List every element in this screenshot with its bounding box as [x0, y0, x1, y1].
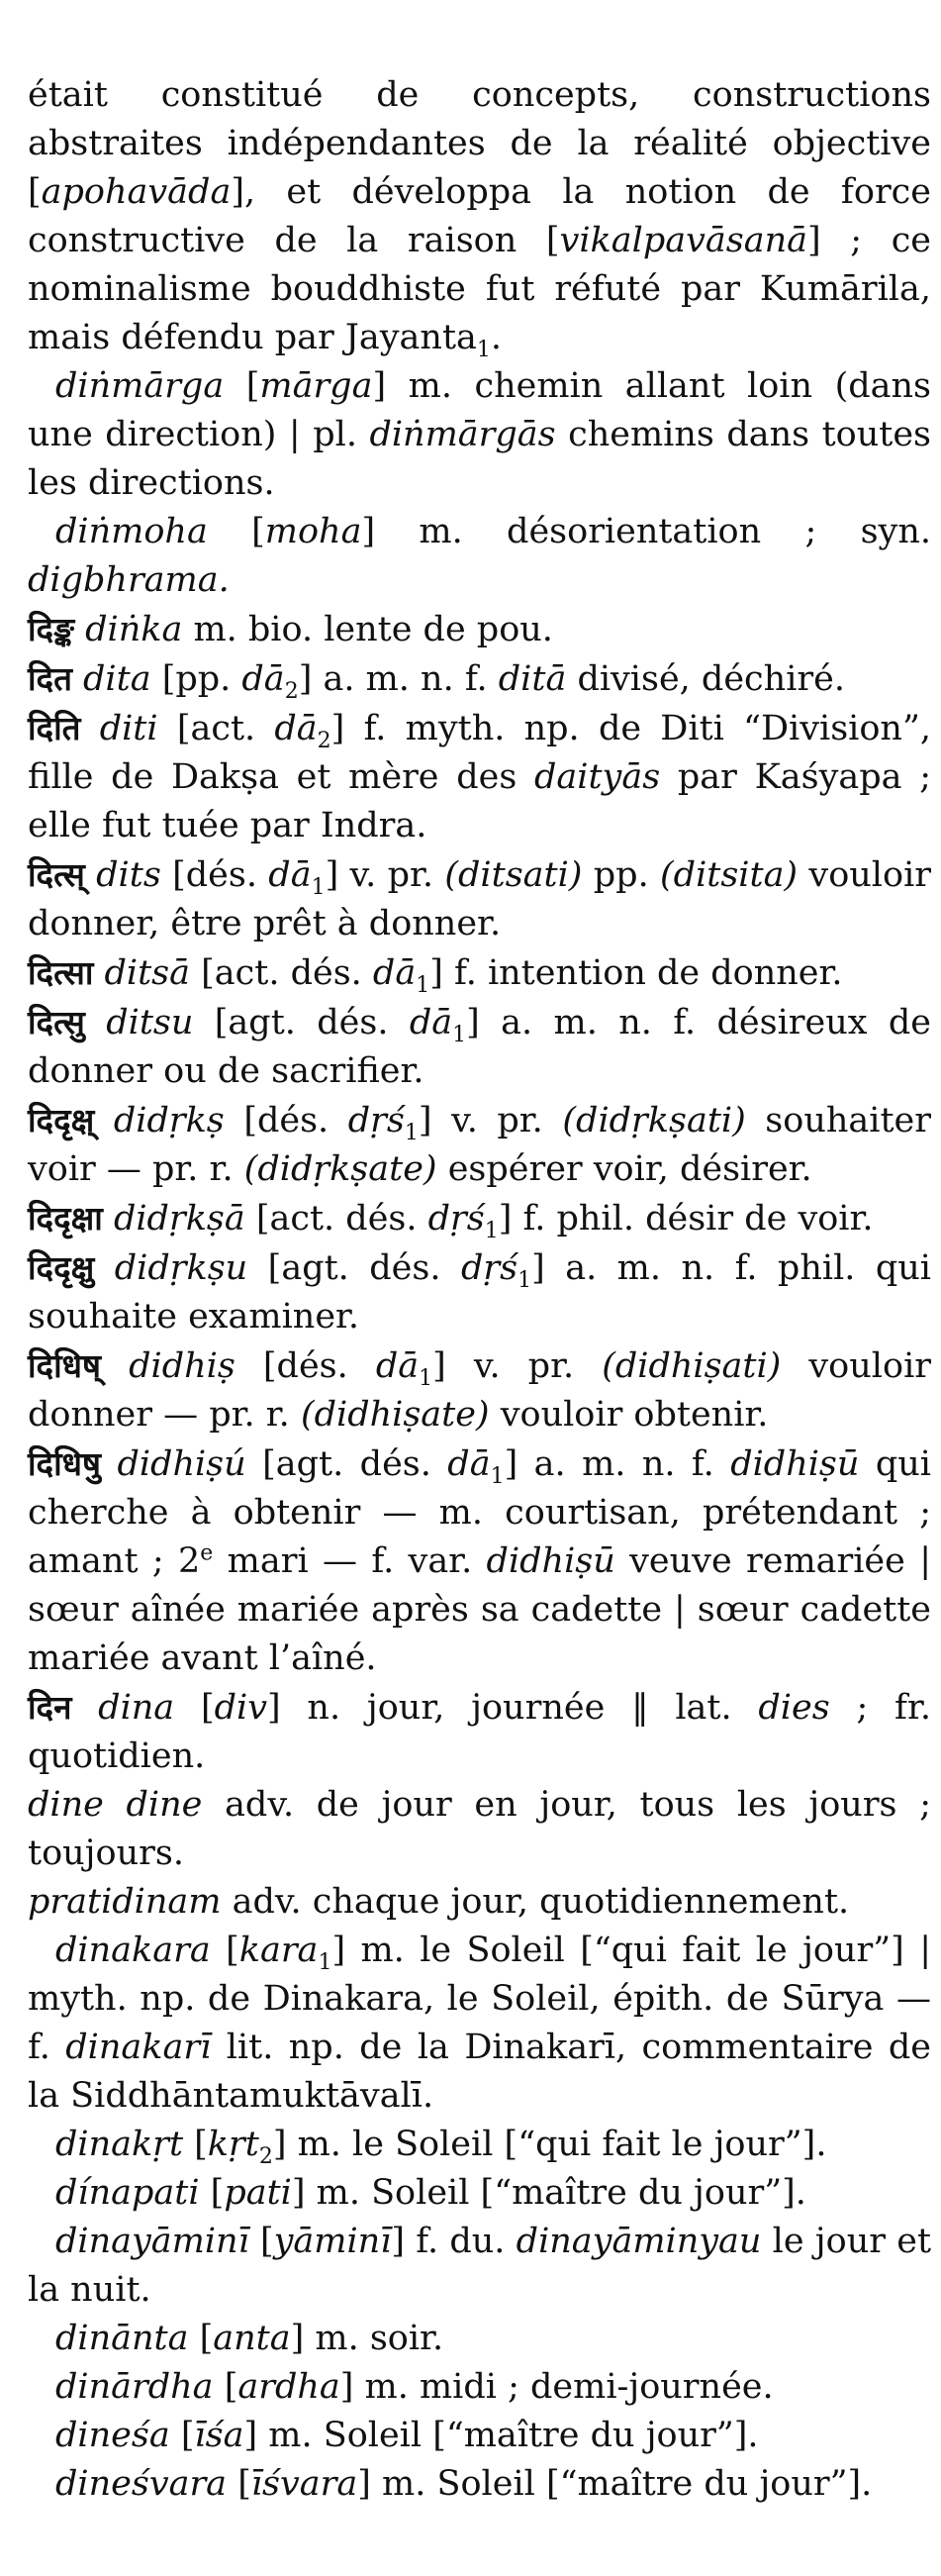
- dictionary-entry: दित dita [pp. $dā_2$] a. m. n. f. ditā divisé, déchiré.: [28, 659, 845, 704]
- dictionary-entry: दिन dina [div] n. jour, journée ‖ lat. dies ; fr. quotidien.: [28, 1688, 931, 1776]
- dictionary-entry: दिदृक्षु didṛkṣu [agt. dés. dṛś$_1$] a. m. n. f. phil. qui souhaite examiner.: [28, 1248, 931, 1337]
- entry-list: [28, 71, 931, 2509]
- dictionary-entry: dinakṛt [kṛt$_2$] m. le Soleil [“qui fait le jour”].: [55, 2125, 827, 2169]
- dictionary-entry: pratidinam adv. chaque jour, quotidiennement.: [28, 1882, 850, 1922]
- dictionary-entry: दिति diti [act. $dā_2$] f. myth. np. de Diti “Division”, fille de Dakṣa et mère des daityās par Kaśyapa ; elle fut tuée par Indra.: [28, 709, 932, 845]
- dictionary-entry: दित्सु ditsu [agt. dés. $dā_1$] a. m. n. f. désireux de donner ou de sacrifier.: [28, 1003, 931, 1091]
- dictionary-entry: दिदृक्ष् didṛkṣ [dés. dṛś$_1$] v. pr. (didṛkṣati) souhaiter voir — pr. r. (didṛkṣate) espérer voir, désirer.: [28, 1101, 931, 1189]
- dictionary-entry: diṅmārga [mārga] m. chemin allant loin (dans une direction) | pl. diṅmārgās chemins dans toutes les directions.: [28, 366, 931, 503]
- dictionary-entry: dínapati [pati] m. Soleil [“maître du jour”].: [55, 2173, 806, 2213]
- dictionary-entry: dineśvara [īśvara] m. Soleil [“maître du jour”].: [55, 2464, 873, 2504]
- dictionary-entry: दित्सा ditsā [act. dés. $dā_1$] f. intention de donner.: [28, 953, 843, 998]
- dictionary-entry: दित्स् dits [dés. $dā_1$] v. pr. (ditsati) pp. (ditsita) vouloir donner, être prêt à donner.: [28, 855, 931, 943]
- dictionary-entry: दिधिषु didhiṣú [agt. dés. $dā_1$] a. m. n. f. didhiṣū qui cherche à obtenir — m. courtisan, prétendant ; amant ; 2e mari — f. var. didhiṣū veuve remariée | sœur aînée mariée après sa cadette | sœur cadette mariée avant l’aîné.: [28, 1444, 932, 1678]
- dictionary-entry: दिदृक्षा didṛkṣā [act. dés. dṛś$_1$] f. phil. désir de voir.: [28, 1199, 874, 1243]
- dictionary-entry: dinārdha [ardha] m. midi ; demi-journée.: [55, 2367, 774, 2407]
- dictionary-entry: dinakara [kara$_1$] m. le Soleil [“qui fait le jour”] | myth. np. de Dinakara, le Soleil, épith. de Sūrya — f. dinakarī lit. np. de la Dinakarī, commentaire de la Siddhāntamuktāvalī.: [28, 1931, 932, 2116]
- dictionary-entry: dineśa [īśa] m. Soleil [“maître du jour”].: [55, 2416, 759, 2455]
- dictionary-entry: dine dine adv. de jour en jour, tous les jours ; toujours.: [28, 1785, 931, 1873]
- dictionary-entry: दिधिष् didhiṣ [dés. $dā_1$] v. pr. (didhiṣati) vouloir donner — pr. r. (didhiṣate) vouloir obtenir.: [28, 1346, 931, 1435]
- dictionary-entry: diṅmoha [moha] m. désorientation ; syn. digbhrama.: [28, 512, 931, 600]
- dictionary-entry: était constitué de concepts, constructions abstraites indépendantes de la réalité objective [apohavāda], et développa la notion de force constructive de la raison [vikalpavāsanā] ; ce nominalisme bouddhiste fut réfuté par Kumārila, mais défendu par Jayanta$_1$.: [28, 75, 932, 362]
- dictionary-entry: दिङ्क diṅka m. bio. lente de pou.: [28, 610, 553, 649]
- dictionary-entry: dinayāminī [yāminī] f. du. dinayāminyau le jour et la nuit.: [28, 2222, 932, 2310]
- dictionary-entry: dinānta [anta] m. soir.: [55, 2319, 444, 2358]
